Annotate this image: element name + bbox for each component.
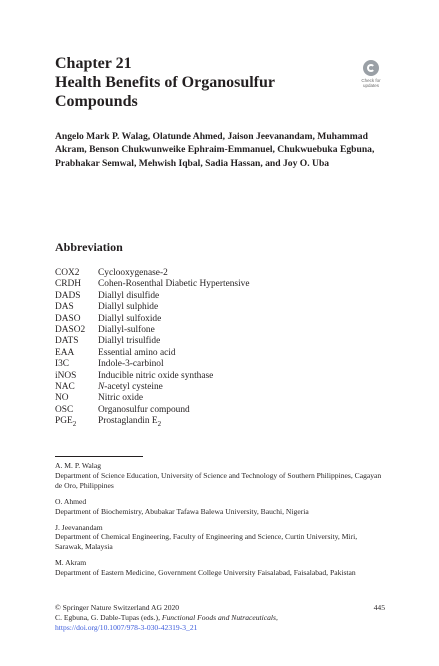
abbr-row — [55, 291, 250, 302]
abbr-row — [55, 416, 250, 430]
affiliation-dept: Department of Chemical Engineering, Faculty of Engineering and Science, Curtin University, Miri, Sarawak, Malaysia — [55, 532, 358, 552]
copyright: © Springer Nature Switzerland AG 2020 — [55, 603, 180, 612]
abbr-row — [55, 279, 250, 290]
affiliation — [55, 523, 385, 553]
abbr-def: Diallyl sulfoxide — [98, 313, 162, 324]
abbr-key: NAC — [55, 382, 75, 393]
abbr-key: DASO — [55, 313, 81, 324]
abbr-def: Diallyl sulphide — [98, 302, 159, 313]
abbr-row — [55, 302, 250, 313]
abbr-row — [55, 336, 250, 347]
abbr-key: I3C — [55, 359, 70, 370]
author-list: Angelo Mark P. Walag, Olatunde Ahmed, Jaison Jeevanandam, Muhammad Akram, Benson Chukwunweike Ephraim-Emmanuel, Chukwuebuka Egbuna, Prabhakar Semwal, Mehwish Iqbal, Sadia Hassan, and Joy O. Uba — [55, 131, 375, 169]
abbr-key: $PGE_2$ — [55, 416, 77, 429]
abbr-key: OSC — [55, 404, 74, 415]
affiliations — [55, 461, 385, 584]
affiliation-name: A. M. P. Walag — [55, 461, 102, 470]
abbr-def: Indole-3-carbinol — [98, 359, 164, 370]
refresh-icon — [363, 60, 379, 76]
abbr-key: CRDH — [55, 279, 82, 290]
affiliation — [55, 461, 385, 491]
affiliation-name: O. Ahmed — [55, 496, 87, 506]
chapter-title: Health Benefits of Organosulfur Compounds — [55, 74, 275, 110]
citation-editors: C. Egbuna, G. Dable-Tupas (eds.), — [55, 612, 160, 622]
abbr-def: Diallyl-sulfone — [98, 325, 155, 336]
abbr-key: COX2 — [55, 268, 80, 278]
abbr-key: DASO2 — [55, 325, 86, 336]
doi-link[interactable]: https://doi.org/10.1007/978-3-030-42319-3_21 — [55, 622, 198, 632]
badge-line2: updates — [362, 83, 379, 88]
badge-line1: Check for — [361, 78, 381, 83]
affiliation — [55, 497, 385, 517]
abbr-key: DAS — [55, 302, 74, 313]
page-number: 445 — [373, 603, 385, 612]
check-for-updates-badge[interactable] — [356, 60, 386, 94]
abbr-def: Diallyl disulfide — [98, 290, 160, 301]
affiliation-dept: Department of Eastern Medicine, Government College University Faisalabad, Faisalabad, Pakistan — [55, 568, 356, 578]
abbreviation-heading: Abbreviation — [55, 240, 123, 254]
footer — [55, 603, 385, 633]
citation — [55, 613, 385, 623]
affiliation-dept: Department of Science Education, University of Science and Technology of Southern Philippines, Cagayan de Oro, Philippines — [55, 470, 382, 490]
abbr-key: DADS — [55, 290, 81, 301]
affiliation-dept: Department of Biochemistry, Abubakar Tafawa Balewa University, Bauchi, Nigeria — [55, 506, 309, 516]
abbr-key: EAA — [55, 347, 75, 358]
abbr-def: Essential amino acid — [98, 347, 176, 358]
abbr-def: Cohen-Rosenthal Diabetic Hypertensive — [98, 279, 250, 290]
abbr-key: DATS — [55, 336, 79, 347]
abbr-row — [55, 405, 250, 416]
abbr-row — [55, 314, 250, 325]
abbr-def: Inducible nitric oxide synthase — [98, 370, 214, 381]
abbr-key: NO — [55, 393, 69, 404]
abbr-def: Organosulfur compound — [98, 404, 190, 415]
abbr-row — [55, 348, 250, 359]
abbreviation-list — [55, 268, 250, 431]
abbr-row — [55, 268, 250, 279]
book-title: Functional Foods and Nutraceuticals, — [161, 612, 278, 622]
affiliation-name: J. Jeevanandam — [55, 522, 103, 532]
affiliation — [55, 558, 385, 578]
abbr-def: Nitric oxide — [98, 393, 144, 404]
abbr-def: Diallyl trisulfide — [98, 336, 161, 347]
abbr-row — [55, 371, 250, 382]
abbr-row — [55, 325, 250, 336]
affiliation-name: M. Akram — [55, 558, 87, 568]
abbr-def: Cyclooxygenase-2 — [98, 268, 168, 278]
footnote-divider — [55, 456, 143, 457]
abbr-row — [55, 393, 250, 404]
abbr-def: Prostaglandin $E_2$ — [98, 416, 162, 429]
abbr-def: N-acetyl cysteine — [98, 382, 163, 393]
abbr-row — [55, 359, 250, 370]
abbr-key: iNOS — [55, 370, 77, 381]
chapter-label: Chapter 21 — [55, 55, 132, 72]
abbr-row — [55, 382, 250, 393]
